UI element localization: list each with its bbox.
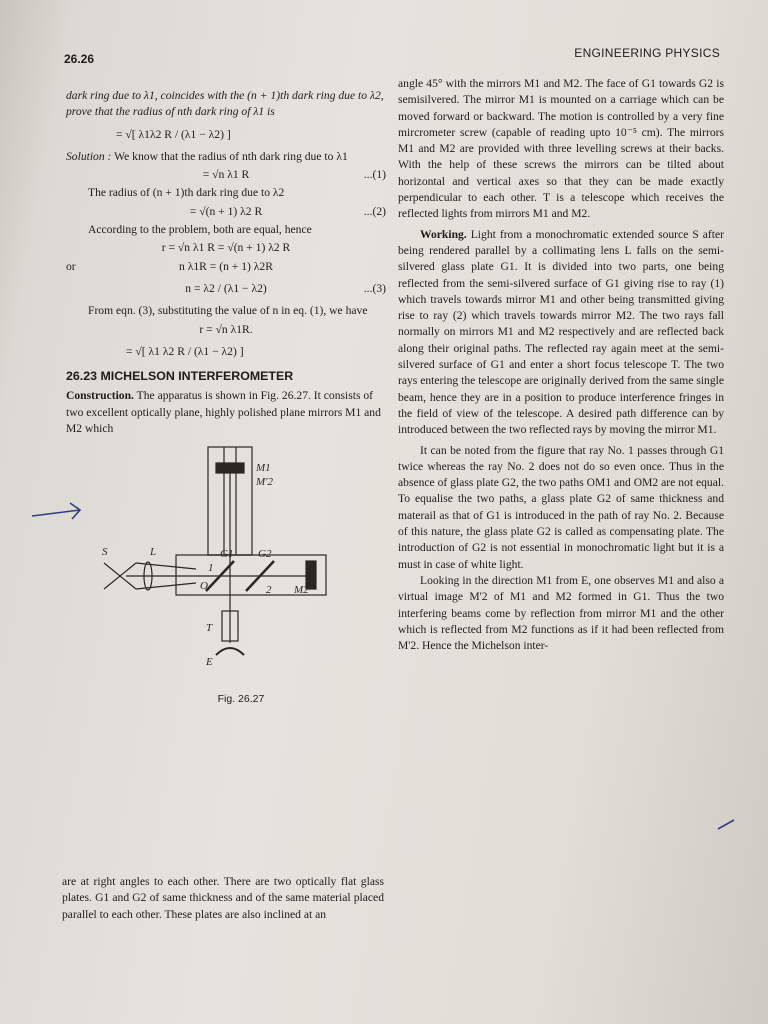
label-m2: M2 [294,584,309,597]
label-g1: G1 [220,548,234,561]
label-g2: G2 [258,548,272,561]
problem-statement: dark ring due to λ1, coincides with the (n + 1)th dark ring due to λ2, prove that the radius of nth dark ring of λ1 is [66,89,384,119]
label-ray-1: 1 [208,562,214,575]
left-column [66,88,386,705]
after-figure-text: are at right angles to each other. There are two optically flat glass plates. G1 and G2 of same thickness and of the same material placed parallel to each other. These plates are also inclined at an [62,875,384,921]
radius-text: The radius of (n + 1)th dark ring due to λ2 [88,186,285,200]
michelson-figure [96,443,386,705]
mirror-m1 [216,463,244,473]
label-t: T [206,622,213,635]
from-eqn-text: From eqn. (3), substituting the value of n in eq. (1), we have [88,304,368,318]
equation-final: = √[ λ1 λ2 R / (λ1 − λ2) ] [126,344,244,358]
equation-2: = √(n + 1) λ2 R ...(2) [189,204,386,218]
handwritten-tick-icon [716,817,738,833]
equation-equal: r = √n λ1 R = √(n + 1) λ2 R [161,241,291,255]
equation-or: or n λ1R = (n + 1) λ2R [66,259,273,273]
eye-e [216,648,244,655]
construction-label: Construction. [66,389,134,403]
paragraph-compensating: It can be noted from the figure that ray No. 1 passes through G1 twice whereas the ray No. 2 does not do so even once. Thus in the absence of glass plate G2, the two paths OM1 and OM2 are not equal. To equalise the two paths, a glass plate G2 of same thickness and materail as that of G1 is introduced in the path of ray No. 2. Because of this nature, the glass plate G2 is called as compensating plate. The introduction of G2 is not essential in monochromatic light but it is a must in case of white light. [398,443,724,571]
figure-caption: Fig. 26.27 [217,692,265,705]
running-title: ENGINEERING PHYSICS [574,46,720,60]
equation-r: r = √n λ1R. [199,322,253,336]
label-o: O [200,580,208,593]
equation-3: n = λ2 / (λ1 − λ2) ...(3) [185,281,386,295]
interferometer-diagram [96,443,386,683]
handwritten-arrow-icon [28,500,88,530]
paragraph-working: Light from a monochromatic extended source S after being rendered parallel by a collimating lens L falls on the semi-silvered glass plate G1. It is divided into two parts, one being reflected from the semi-silvered surface of G1 giving rise to ray (1) which travels towards mirror M1 and other being transmitted giving rise to ray (2) which travels towards mirror M2. The two rays fall normally on mirrors M1 and M2 respectively and are reflected back along their original paths. The reflected ray again meet at the semi-silvered surface of G1 and enter a short focus telescope T. The two rays entering the telescope are originally derived from the same single beam, hence they are in a position to produce interference fringes in the field of view of the telescope. A desired path difference can by introduced between the two reflected rays by moving the mirror M1. [398,227,724,437]
label-s: S [102,546,108,559]
according-text: According to the problem, both are equal, hence [88,223,312,237]
label-m1: M1 [256,462,271,475]
right-column [398,76,724,654]
equation-1: = √n λ1 R ...(1) [202,168,386,182]
working-label: Working. [420,227,467,241]
solution-text: We know that the radius of nth dark ring due to λ1 [114,149,348,163]
left-column-bottom [62,874,384,923]
page-number: 26.26 [64,52,95,66]
label-l: L [150,546,157,559]
paragraph-setup: angle 45° with the mirrors M1 and M2. The face of G1 towards G2 is semisilvered. The mirror M1 is mounted on a carriage which can be moved forward or backward. The motion is controlled by a very fine mircrometer screw (capable of reading upto 10⁻⁵ cm). The mirrors M1 and M2 are provided with three levelling screws at their backs. With the help of these screws the mirrors can be tilted about horizontal and vertical axes so that they can be made exactly perpendicular to each other. T is a telescope which receives the reflected lights from mirrors M1 and M2. [398,77,724,221]
construction-text: The apparatus is shown in Fig. 26.27. It consists of two excellent optically plane, highly polished plane mirrors M1 and M2 which [66,389,381,436]
label-m2-prime: M'2 [256,476,274,489]
label-e: E [206,656,213,669]
label-ray-2: 2 [266,584,272,597]
section-heading: 26.23 MICHELSON INTERFEROMETER [66,369,294,384]
paragraph-observation: Looking in the direction M1 from E, one observes M1 and also a virtual image M'2 of M1 and M2 formed in G1. Thus the two interfering beams come by reflection from mirror M1 and the other which is reflected from M2 functions as if it had been reflected from M'2. Hence the Michelson inter- [398,573,724,653]
equation-result: = √[ λ1λ2 R / (λ1 − λ2) ] [116,127,231,141]
solution-label: Solution : [66,149,112,163]
